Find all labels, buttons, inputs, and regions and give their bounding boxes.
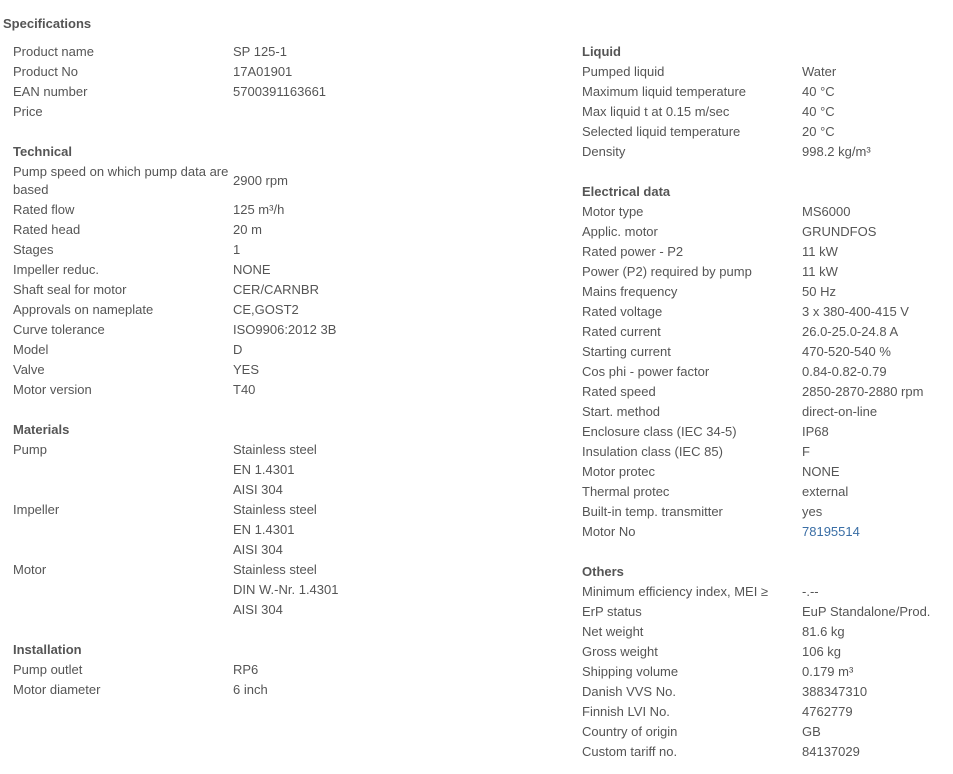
spec-value: GRUNDFOS [802, 224, 877, 239]
spec-value: 4762779 [802, 704, 853, 719]
spec-label: Shaft seal for motor [13, 282, 127, 297]
spec-label: Rated head [13, 222, 81, 237]
spec-row-motor-version [13, 380, 553, 400]
spec-value: external [802, 484, 849, 499]
spec-label: Motor No [582, 524, 636, 539]
spec-label: ErP status [582, 604, 642, 619]
spec-label: Minimum efficiency index, MEI ≥ [582, 584, 769, 599]
spec-value: IP68 [802, 424, 829, 439]
liquid-section [582, 42, 953, 162]
spec-row-built-in-temp-transmitter [582, 502, 953, 522]
spec-row-applic-motor [582, 222, 953, 242]
spec-row-motor-type [582, 202, 953, 222]
spec-label: Density [582, 144, 626, 159]
spec-row-motor-protec [582, 462, 953, 482]
spec-value: 0.84-0.82-0.79 [802, 364, 887, 379]
spec-value: CER/CARNBR [233, 282, 319, 297]
spec-row-rated-speed [582, 382, 953, 402]
spec-row-insulation-class-iec-85 [582, 442, 953, 462]
spec-label: Approvals on nameplate [13, 302, 154, 317]
spec-value-line: EN 1.4301 [233, 462, 295, 477]
spec-label: Maximum liquid temperature [582, 84, 747, 99]
spec-value: -.-- [802, 584, 819, 599]
spec-label: Pump speed on which pump data are based [13, 164, 229, 197]
section-heading: Liquid [582, 44, 621, 59]
spec-value-line: DIN W.-Nr. 1.4301 [233, 582, 339, 597]
spec-label: Product name [13, 44, 94, 59]
electrical-section [582, 182, 953, 542]
spec-row-shipping-volume [582, 662, 953, 682]
spec-value: 26.0-25.0-24.8 A [802, 324, 899, 339]
spec-label: Pump outlet [13, 662, 83, 677]
general-section [13, 42, 553, 122]
spec-value: 17A01901 [233, 64, 293, 79]
spec-label: Impeller reduc. [13, 262, 99, 277]
right-column [582, 42, 953, 762]
materials-section [13, 420, 553, 620]
spec-label: Rated current [582, 324, 661, 339]
spec-value-line: AISI 304 [233, 482, 283, 497]
spec-value: 1 [233, 242, 241, 257]
spec-row-starting-current [582, 342, 953, 362]
spec-value-line: Stainless steel [233, 562, 317, 577]
spec-value: 20 m [233, 222, 262, 237]
spec-label: Cos phi - power factor [582, 364, 710, 379]
spec-label: Gross weight [582, 644, 658, 659]
spec-value-line: AISI 304 [233, 602, 283, 617]
spec-row-rated-head [13, 220, 553, 240]
spec-value: Water [802, 64, 837, 79]
spec-value: 106 kg [802, 644, 842, 659]
spec-row-product-no [13, 62, 553, 82]
spec-value: 50 Hz [802, 284, 836, 299]
spec-value [233, 440, 553, 500]
spec-row-erp-status [582, 602, 953, 622]
spec-row-maximum-liquid-temperature [582, 82, 953, 102]
spec-label: Impeller [13, 502, 60, 517]
spec-label: Max liquid t at 0.15 m/sec [582, 104, 730, 119]
spec-value: 2900 rpm [233, 173, 288, 188]
spec-label: Custom tariff no. [582, 744, 678, 759]
spec-value: 6 inch [233, 682, 268, 697]
spec-row-impeller [13, 500, 553, 560]
section-heading: Technical [13, 144, 73, 159]
spec-value: 20 °C [802, 124, 835, 139]
spec-value: YES [233, 362, 260, 377]
spec-label: Model [13, 342, 49, 357]
spec-value-line: Stainless steel [233, 502, 317, 517]
spec-row-start-method [582, 402, 953, 422]
spec-row-rated-flow [13, 200, 553, 220]
spec-row-gross-weight [582, 642, 953, 662]
spec-label: Start. method [582, 404, 661, 419]
spec-value: MS6000 [802, 204, 851, 219]
spec-label: Pump [13, 442, 47, 457]
spec-label: Finnish LVI No. [582, 704, 670, 719]
spec-label: Motor diameter [13, 682, 101, 697]
left-column [13, 42, 553, 700]
spec-value: 125 m³/h [233, 202, 285, 217]
spec-value: 81.6 kg [802, 624, 845, 639]
spec-row-max-liquid-t-at-0-15-m-sec [582, 102, 953, 122]
spec-row-thermal-protec [582, 482, 953, 502]
spec-row-enclosure-class-iec-34-5 [582, 422, 953, 442]
spec-row-shaft-seal-for-motor [13, 280, 553, 300]
spec-label: Valve [13, 362, 45, 377]
spec-label: Starting current [582, 344, 671, 359]
spec-label: Selected liquid temperature [582, 124, 741, 139]
spec-value: 40 °C [802, 84, 835, 99]
spec-row-country-of-origin [582, 722, 953, 742]
spec-row-pump-speed-on-which-pump-data-are-based [13, 162, 553, 200]
spec-label: Rated power - P2 [582, 244, 684, 259]
spec-row-pumped-liquid [582, 62, 953, 82]
spec-row-motor-no [582, 522, 953, 542]
spec-row-power-p2-required-by-pump [582, 262, 953, 282]
spec-label: Motor type [582, 204, 644, 219]
spec-row-motor-diameter [13, 680, 553, 700]
spec-value: EuP Standalone/Prod. [802, 604, 931, 619]
spec-value: D [233, 342, 243, 357]
spec-row-approvals-on-nameplate [13, 300, 553, 320]
spec-value-line: AISI 304 [233, 542, 283, 557]
spec-row-rated-voltage [582, 302, 953, 322]
spec-label: Power (P2) required by pump [582, 264, 752, 279]
spec-label: Enclosure class (IEC 34-5) [582, 424, 737, 439]
spec-row-rated-current [582, 322, 953, 342]
spec-row-mains-frequency [582, 282, 953, 302]
spec-row-price [13, 102, 553, 122]
spec-value: 0.179 m³ [802, 664, 854, 679]
spec-label: Shipping volume [582, 664, 679, 679]
spec-value: T40 [233, 382, 256, 397]
spec-label: Motor protec [582, 464, 655, 479]
spec-row-danish-vvs-no [582, 682, 953, 702]
spec-row-stages [13, 240, 553, 260]
spec-label: Danish VVS No. [582, 684, 676, 699]
spec-value: 3 x 380-400-415 V [802, 304, 909, 319]
spec-value: direct-on-line [802, 404, 878, 419]
spec-value: CE,GOST2 [233, 302, 299, 317]
spec-row-finnish-lvi-no [582, 702, 953, 722]
section-heading: Installation [13, 642, 82, 657]
spec-row-valve [13, 360, 553, 380]
technical-section [13, 142, 553, 400]
spec-label: Motor [13, 562, 47, 577]
spec-value: 470-520-540 % [802, 344, 891, 359]
spec-value [802, 523, 953, 541]
spec-value: 11 kW [802, 244, 838, 259]
spec-value: 11 kW [802, 264, 838, 279]
spec-label: Stages [13, 242, 54, 257]
spec-label: Country of origin [582, 724, 678, 739]
section-heading: Materials [13, 422, 70, 437]
spec-row-pump-outlet [13, 660, 553, 680]
spec-value: 84137029 [802, 744, 860, 759]
installation-section [13, 640, 553, 700]
spec-value-line: EN 1.4301 [233, 522, 295, 537]
spec-row-custom-tariff-no [582, 742, 953, 762]
spec-value [233, 500, 553, 560]
spec-value: F [802, 444, 810, 459]
spec-value: 2850-2870-2880 rpm [802, 384, 924, 399]
spec-label: Mains frequency [582, 284, 678, 299]
spec-value: ISO9906:2012 3B [233, 322, 337, 337]
spec-label: Net weight [582, 624, 644, 639]
others-section [582, 562, 953, 762]
spec-label: Insulation class (IEC 85) [582, 444, 723, 459]
page-title: Specifications [3, 16, 92, 31]
spec-value: RP6 [233, 662, 259, 677]
spec-row-curve-tolerance [13, 320, 553, 340]
spec-value: 5700391163661 [233, 84, 327, 99]
spec-value: SP 125-1 [233, 44, 287, 59]
spec-label: Rated voltage [582, 304, 663, 319]
spec-value: GB [802, 724, 821, 739]
spec-row-rated-power-p2 [582, 242, 953, 262]
section-heading: Electrical data [582, 184, 671, 199]
spec-label: Applic. motor [582, 224, 658, 239]
spec-row-ean-number [13, 82, 553, 102]
spec-row-model [13, 340, 553, 360]
spec-row-motor [13, 560, 553, 620]
spec-row-impeller-reduc [13, 260, 553, 280]
spec-value: 998.2 kg/m³ [802, 144, 871, 159]
spec-row-pump [13, 440, 553, 500]
spec-row-product-name [13, 42, 553, 62]
spec-label: Price [13, 104, 43, 119]
motor-no-link[interactable]: 78195514 [802, 524, 860, 539]
spec-row-density [582, 142, 953, 162]
spec-value: yes [802, 504, 823, 519]
spec-label: Motor version [13, 382, 92, 397]
spec-label: Thermal protec [582, 484, 670, 499]
spec-label: Product No [13, 64, 79, 79]
spec-value: 40 °C [802, 104, 835, 119]
spec-label: Rated speed [582, 384, 656, 399]
spec-value-line: Stainless steel [233, 442, 317, 457]
spec-label: Built-in temp. transmitter [582, 504, 723, 519]
spec-row-cos-phi-power-factor [582, 362, 953, 382]
section-heading: Others [582, 564, 624, 579]
spec-label: Pumped liquid [582, 64, 665, 79]
spec-row-minimum-efficiency-index-mei [582, 582, 953, 602]
spec-label: EAN number [13, 84, 88, 99]
spec-value [233, 560, 553, 620]
spec-row-net-weight [582, 622, 953, 642]
spec-value: NONE [233, 262, 271, 277]
spec-row-selected-liquid-temperature [582, 122, 953, 142]
spec-value: NONE [802, 464, 840, 479]
spec-label: Rated flow [13, 202, 75, 217]
spec-label: Curve tolerance [13, 322, 105, 337]
spec-value: 388347310 [802, 684, 868, 699]
